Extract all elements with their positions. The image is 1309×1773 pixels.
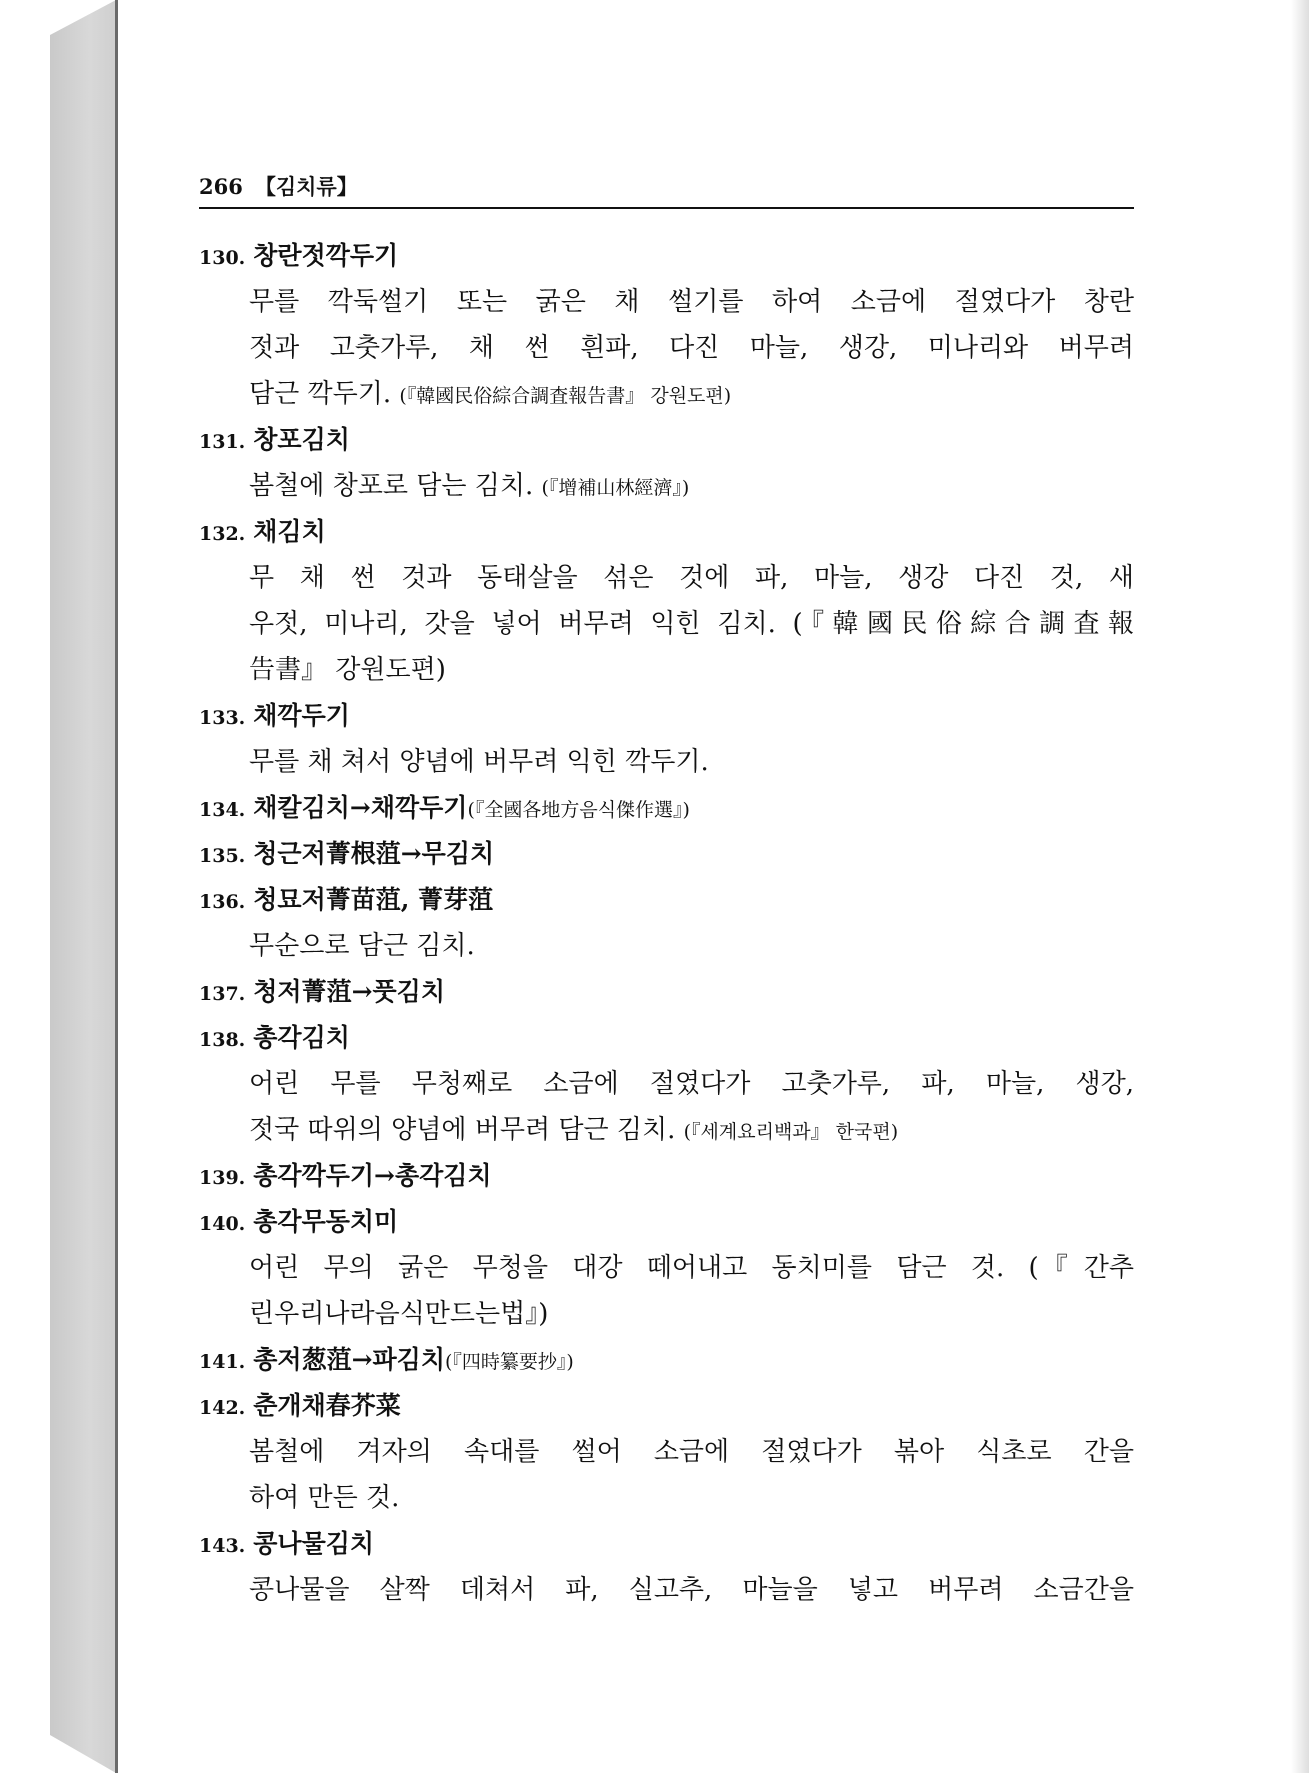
- entry-text-line: 하여 만든 것.: [249, 1483, 400, 1513]
- entry-text-line: 무 채 썬 것과 동태살을 섞은 것에 파, 마늘, 생강 다진 것, 새: [249, 563, 1134, 593]
- entry-heading: [199, 1337, 1134, 1383]
- entry-text-line: 告書』 강원도편): [249, 655, 446, 685]
- entry-heading: [199, 233, 1134, 279]
- entry-term: 춘개채春芥菜: [253, 1391, 401, 1420]
- entry-text: 젓국 따위의 양념에 버무려 담근 김치.: [249, 1115, 676, 1145]
- entry-source: (『세계요리백과』 한국편): [683, 1121, 899, 1143]
- entry-source: (『全國各地方음식傑作選』): [467, 799, 690, 821]
- entry-term: 채칼김치→채깍두기: [253, 793, 468, 822]
- entry-text-line: 어린 무의 굵은 무청을 대강 떼어내고 동치미를 담근 것. (『간추: [249, 1253, 1134, 1283]
- entry-text-line: 젓과 고춧가루, 채 썬 흰파, 다진 마늘, 생강, 미나리와 버무려: [249, 333, 1134, 363]
- entry-number: 134.: [199, 799, 246, 821]
- entry-heading: [199, 877, 1134, 923]
- page-number: 266: [199, 174, 243, 199]
- entry-heading: [199, 1015, 1134, 1061]
- entry-source: (『四時纂要抄』): [444, 1351, 574, 1373]
- entry-text-line: [249, 463, 1134, 509]
- page-edge-shadow: [1291, 0, 1309, 1773]
- entry-term: 청저菁菹→풋김치: [253, 977, 445, 1006]
- entry-text-line: [249, 1107, 1134, 1153]
- entry-heading: [199, 1153, 1134, 1199]
- entry-term: 청묘저菁苗菹, 菁芽菹: [253, 885, 494, 914]
- entry-number: 137.: [199, 983, 246, 1005]
- entry-131: [199, 417, 1134, 509]
- entry-134: [199, 785, 1134, 831]
- entry-term: 채깍두기: [253, 701, 350, 730]
- entry-term: 총각김치: [253, 1023, 350, 1052]
- entry-text: 담근 깍두기.: [249, 379, 392, 409]
- entry-text-line: 무를 깍둑썰기 또는 굵은 채 썰기를 하여 소금에 절였다가 창란: [249, 287, 1134, 317]
- entry-text-line: 우젓, 미나리, 갓을 넣어 버무려 익힌 김치. (『韓國民俗綜合調査報: [249, 609, 1134, 639]
- entry-term: 총저葱菹→파김치: [253, 1345, 445, 1374]
- entry-heading: [199, 831, 1134, 877]
- entry-heading: [199, 1199, 1134, 1245]
- entry-term: 총각깍두기→총각김치: [253, 1161, 492, 1190]
- book-spine: [50, 0, 116, 1773]
- entry-138: [199, 1015, 1134, 1153]
- entry-text-line: 린우리나라음식만드는법』): [249, 1299, 549, 1329]
- entry-140: [199, 1199, 1134, 1337]
- entry-number: 133.: [199, 707, 246, 729]
- entry-heading: [199, 417, 1134, 463]
- entry-heading: [199, 1383, 1134, 1429]
- entry-heading: [199, 1521, 1134, 1567]
- entry-term: 채김치: [253, 517, 326, 546]
- entry-term: 창포김치: [253, 425, 350, 454]
- entry-number: 141.: [199, 1351, 246, 1373]
- entry-source: (『增補山林經濟』): [541, 477, 690, 499]
- entry-term: 콩나물김치: [253, 1529, 375, 1558]
- entry-number: 139.: [199, 1167, 246, 1189]
- entry-135: [199, 831, 1134, 877]
- entry-text-line: 무순으로 담근 김치.: [249, 931, 475, 961]
- entry-text: 봄철에 창포로 담는 김치.: [249, 471, 534, 501]
- entry-number: 135.: [199, 845, 246, 867]
- entry-143: [199, 1521, 1134, 1613]
- entry-list: [199, 233, 1134, 1613]
- section-title: 【김치류】: [254, 174, 358, 199]
- entry-term: 총각무동치미: [253, 1207, 399, 1236]
- entry-term: 청근저菁根菹→무김치: [253, 839, 495, 868]
- entry-139: [199, 1153, 1134, 1199]
- entry-number: 143.: [199, 1535, 246, 1557]
- entry-number: 131.: [199, 431, 246, 453]
- entry-133: [199, 693, 1134, 785]
- entry-number: 138.: [199, 1029, 246, 1051]
- entry-heading: [199, 785, 1134, 831]
- entry-136: [199, 877, 1134, 969]
- entry-heading: [199, 509, 1134, 555]
- entry-number: 142.: [199, 1397, 246, 1419]
- entry-number: 140.: [199, 1213, 246, 1235]
- entry-130: [199, 233, 1134, 417]
- entry-heading: [199, 969, 1134, 1015]
- entry-text-line: 봄철에 겨자의 속대를 썰어 소금에 절였다가 볶아 식초로 간을: [249, 1437, 1134, 1467]
- entry-term: 창란젓깍두기: [253, 241, 399, 270]
- entry-heading: [199, 693, 1134, 739]
- entry-137: [199, 969, 1134, 1015]
- entry-141: [199, 1337, 1134, 1383]
- entry-text-line: [249, 371, 1134, 417]
- entry-number: 136.: [199, 891, 246, 913]
- entry-text-line: 콩나물을 살짝 데쳐서 파, 실고추, 마늘을 넣고 버무려 소금간을: [249, 1575, 1134, 1605]
- entry-number: 132.: [199, 523, 246, 545]
- entry-source: (『韓國民俗綜合調査報告書』 강원도편): [399, 385, 732, 407]
- entry-132: [199, 509, 1134, 693]
- entry-142: [199, 1383, 1134, 1521]
- entry-text-line: 무를 채 쳐서 양념에 버무려 익힌 깍두기.: [249, 747, 709, 777]
- entry-text-line: 어린 무를 무청째로 소금에 절였다가 고춧가루, 파, 마늘, 생강,: [249, 1069, 1134, 1099]
- running-header: [199, 173, 1134, 209]
- entry-number: 130.: [199, 247, 246, 269]
